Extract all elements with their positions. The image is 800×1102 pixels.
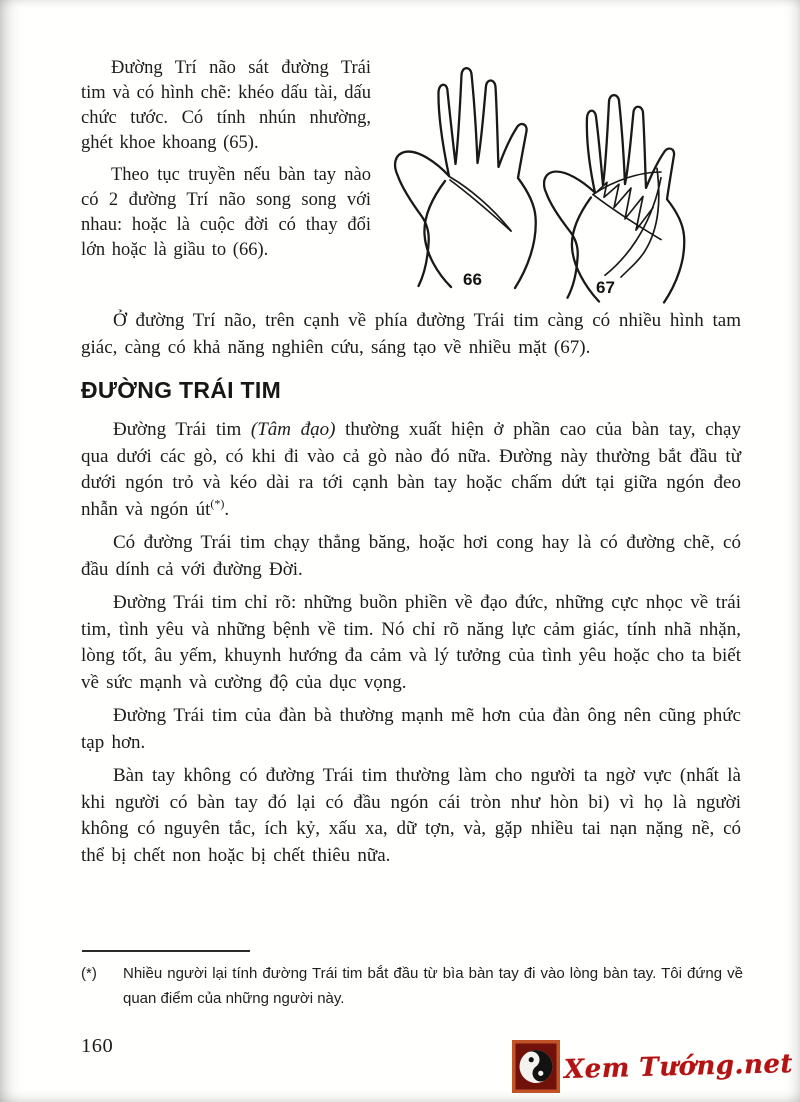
heart-para1-italic-term: (Tâm đạo) — [250, 419, 336, 440]
watermark-site-name: Xem Tướng.net — [563, 1048, 794, 1085]
footnote-row — [81, 961, 743, 1011]
yin-yang-icon — [512, 1040, 560, 1093]
heart-para1-pre: Đường Trái tim — [113, 419, 251, 440]
hand67-triangle-zigzag — [596, 182, 653, 230]
paragraph-heart-line-women: Đường Trái tim của đàn bà thường mạnh mẽ hơn của đàn ông nên cũng phức tạp hơn. — [81, 705, 741, 753]
hand66-thumb-outline — [395, 152, 449, 286]
footnote-reference-mark: (*) — [210, 496, 225, 511]
paragraph-heart-line-shapes: Có đường Trái tim chạy thẳng băng, hoặc hơi cong hay là có đường chẽ, có đầu dính cả với đường Đời. — [81, 532, 741, 580]
page-number: 160 — [81, 1035, 114, 1057]
hand67-fingers-outline — [587, 95, 684, 302]
paragraph-heart-line-meaning: Đường Trái tim chỉ rõ: những buồn phiền về đạo đức, những cực nhọc về trái tim, tình yêu và những bệnh về tim. Nó chỉ rõ năng lực cảm giác, tính nhã nhặn, lòng tốt, âu yếm, khuynh hướng đa cảm và lý tưởng của tình yêu hoặc cho ta biết về sức mạnh và cường độ của dục vọng. — [81, 592, 741, 693]
watermark-logo — [512, 1040, 793, 1093]
page-content — [81, 50, 741, 876]
paragraph-no-heart-line: Bàn tay không có đường Trái tim thường làm cho người ta ngờ vực (nhất là khi người có bàn tay đó lại có đầu ngón cái tròn như hòn bi) vì họ là người không có nguyên tắc, ích kỷ, xấu xa, dữ tợn, và, gặp nhiều tai nạn nặng nề, có thể bị chết non hoặc bị chết thiêu nữa. — [81, 765, 741, 866]
figure-66-label: 66 — [463, 270, 482, 289]
paragraph-head-line-heart: Đường Trí não sát đường Trái tim và có hình chẽ: khéo dấu tài, dấu chức tước. Có tính nhún nhường, ghét khoe khoang (65). — [81, 58, 371, 153]
heart-para1-body: thường xuất hiện ở phần cao của bàn tay, chạy qua dưới các gò, có khi đi vào cả gò nào đó nữa. Đường này thường bắt đầu từ dưới ngón trỏ và kéo dài ra tới cạnh bàn tay hoặc chấm dứt tại giữa ngón đeo nhẫn và ngón út — [81, 419, 741, 520]
footnote-marker: (*) — [81, 965, 97, 982]
hand67-thumb-ball-line — [572, 197, 599, 301]
top-section — [81, 50, 741, 308]
hand67-thumb-outline — [544, 172, 595, 298]
intro-text-column — [81, 56, 371, 270]
paragraph-two-head-lines: Theo tục truyền nếu bàn tay nào có 2 đường Trí não song song với nhau: hoặc là cuộc đời có thay đổi lớn hoặc là giầu to (66). — [81, 165, 371, 260]
paragraph-triangles-head-line: Ở đường Trí não, trên cạnh về phía đường Trái tim càng có nhiều hình tam giác, càng có khả năng nghiên cứu, sáng tạo về nhiều mặt (67). — [81, 310, 741, 358]
footnote-block — [81, 950, 743, 1011]
hand-figure-66-drawing — [391, 50, 561, 290]
paragraph-heart-line-intro — [81, 417, 741, 523]
heart-para1-end: . — [224, 498, 230, 520]
palm-figures — [391, 50, 741, 308]
hand67-fate-line — [621, 168, 659, 277]
hand67-crossing-line — [605, 178, 661, 276]
hand-figure-67-drawing — [543, 80, 723, 310]
footnote-rule — [82, 950, 250, 952]
hand66-head-line-lower — [450, 180, 511, 231]
figure-67-label: 67 — [596, 278, 615, 297]
footnote-text: Nhiều người lại tính đường Trái tim bắt đầu từ bìa bàn tay đi vào lòng bàn tay. Tôi đứng về quan điểm của những người này. — [123, 965, 743, 1007]
section-heading-heart-line: ĐƯỜNG TRÁI TIM — [81, 377, 282, 403]
